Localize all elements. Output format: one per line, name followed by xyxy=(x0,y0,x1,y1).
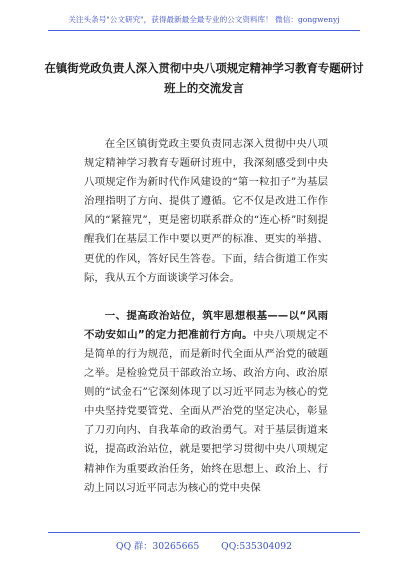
section-heading: 一、提高政治站位，筑牢思想根基——以“风雨不动安如山”的定力把准前行方向。 xyxy=(84,309,328,341)
body-paragraph: 在全区镇街党政主要负责同志深入贯彻中央八项规定精神学习教育专题研讨班中，我深刻感受到中央八项规定作为新时代作风建设的“第一粒扣子”为基层治理指明了方向、提供了遵循。它不仅是改进工作作风的“紧箍咒”，更是密切联系群众的“连心桥”时刻提醒我们在基层工作中要以更严的标准、更实的举措、更优的作风，答好民生答卷。下面，结合街道工作实际，我从五个方面谈谈学习体会。 xyxy=(84,138,328,284)
footer-qq-group: QQ 群：30265665 xyxy=(116,541,200,552)
page-header-notice: 关注头条号"公文研究"，获得最新最全最专业的公文资料库！ 微信：gongwenyj xyxy=(68,15,340,24)
section-paragraph xyxy=(84,307,328,498)
document-title: 在镇街党政负责人深入贯彻中央八项规定精神学习教育专题研讨班上的交流发言 xyxy=(44,61,364,95)
page-footer xyxy=(0,538,408,552)
section-text: 中央八项规定不是简单的行为规范，而是新时代全面从严治党的破题之举。是检验党员干部政治立场、政治方向、政治原则的“试金石”它深刻体现了以习近平同志为核心的党中央坚持党要管党、全面从严治党的坚定决心，彰显了刀刃向内、自我革命的政治勇气。对于基层街道来说，提高政治站位，就是要把学习贯彻中央八项规定精神作为重要政治任务，始终在思想上、政治上、行动上同以习近平同志为核心的党中央保 xyxy=(84,328,329,494)
document-body xyxy=(84,135,328,498)
header-divider xyxy=(48,30,360,31)
footer-divider xyxy=(48,532,360,533)
footer-qq: QQ:535304092 xyxy=(221,541,292,552)
